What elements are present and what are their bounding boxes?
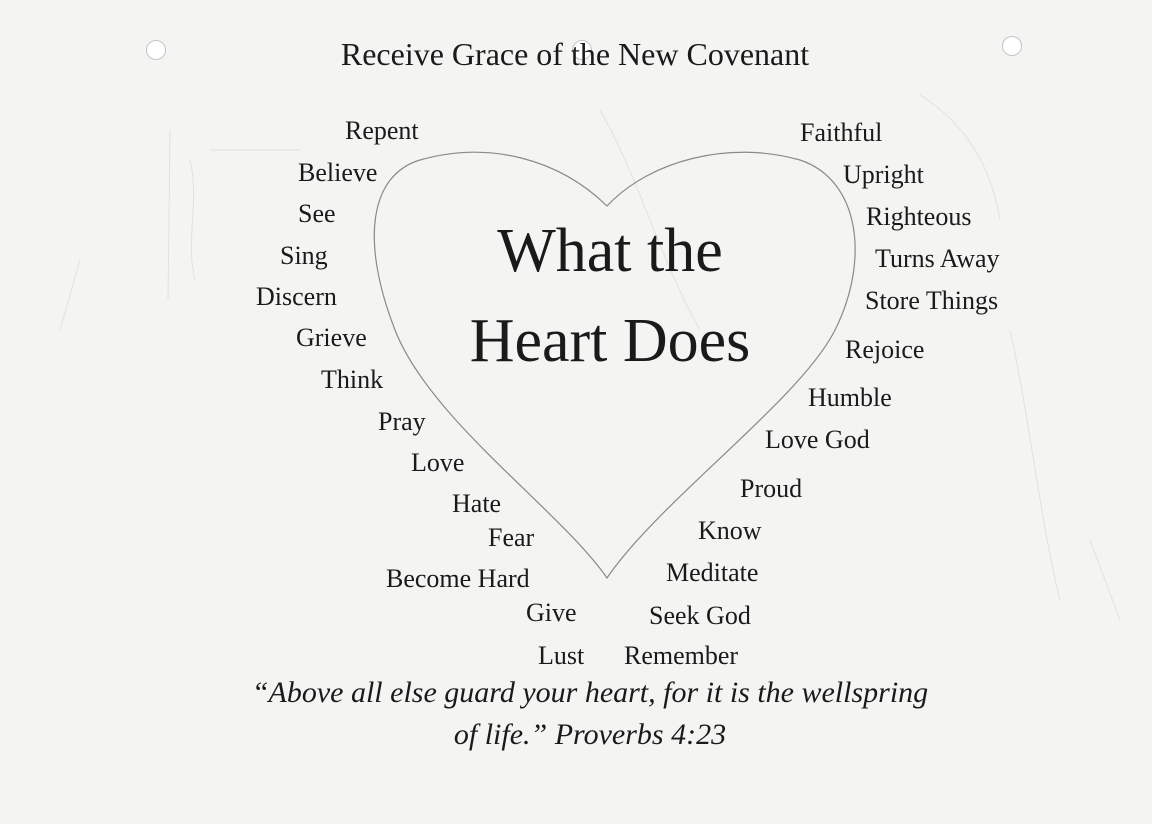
- word-hate: Hate: [452, 489, 502, 518]
- word-seek-god: Seek God: [649, 601, 751, 630]
- page-title: Receive Grace of the New Covenant: [340, 36, 810, 72]
- word-lust: Lust: [538, 641, 585, 670]
- word-meditate: Meditate: [666, 558, 759, 587]
- word-discern: Discern: [256, 282, 337, 311]
- word-love-god: Love God: [765, 425, 870, 454]
- word-pray: Pray: [378, 407, 426, 436]
- word-proud: Proud: [740, 474, 803, 503]
- word-love: Love: [411, 448, 465, 477]
- word-righteous: Righteous: [866, 202, 972, 231]
- word-believe: Believe: [298, 158, 378, 187]
- word-know: Know: [698, 516, 762, 545]
- word-fear: Fear: [488, 523, 535, 552]
- word-sing: Sing: [280, 241, 328, 270]
- word-see: See: [298, 199, 336, 228]
- word-remember: Remember: [624, 641, 739, 670]
- scripture-quote: [140, 672, 1040, 756]
- word-store-things: Store Things: [865, 286, 999, 315]
- word-faithful: Faithful: [800, 118, 883, 147]
- word-repent: Repent: [345, 116, 419, 145]
- word-think: Think: [321, 365, 384, 394]
- word-grieve: Grieve: [296, 323, 367, 352]
- word-upright: Upright: [843, 160, 924, 189]
- heart-title-line-1: What the: [497, 217, 723, 285]
- word-give: Give: [526, 598, 577, 627]
- word-become-hard: Become Hard: [386, 564, 530, 593]
- word-turns-away: Turns Away: [875, 244, 1000, 273]
- word-rejoice: Rejoice: [845, 335, 925, 364]
- word-humble: Humble: [808, 383, 892, 412]
- quote-line-1: “Above all else guard your heart, for it is the wellspring: [251, 676, 929, 709]
- heart-title-line-2: Heart Does: [469, 307, 751, 375]
- quote-line-2: of life.” Proverbs 4:23: [453, 718, 727, 751]
